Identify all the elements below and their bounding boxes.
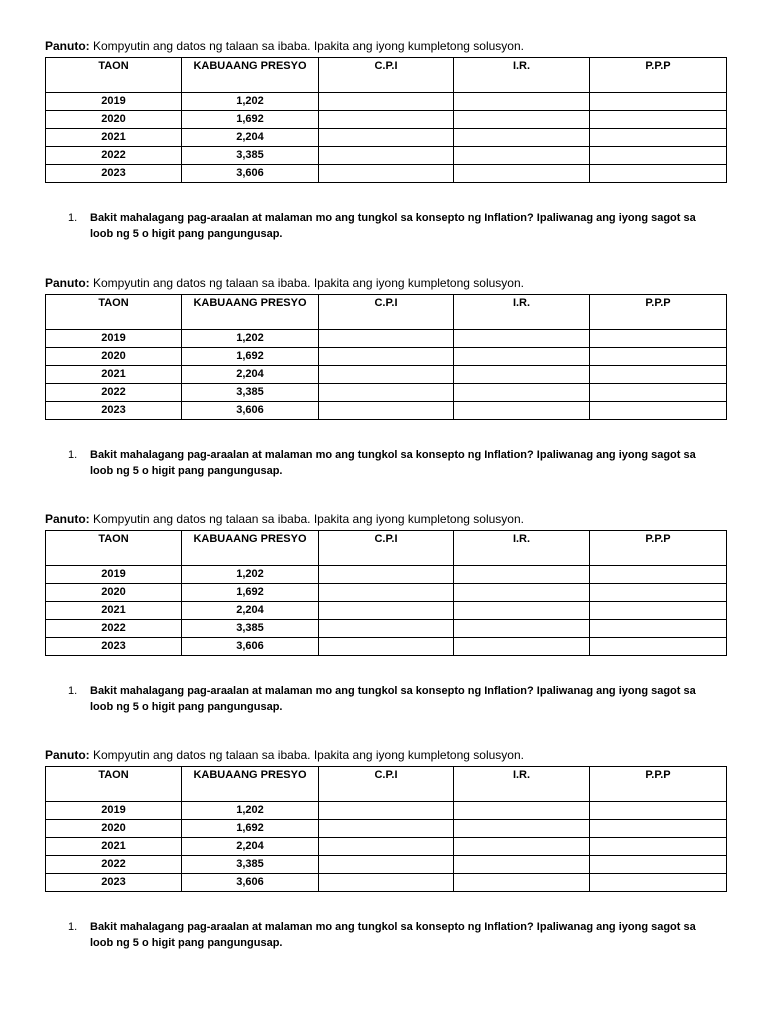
cell-ppp[interactable] [590, 402, 727, 420]
cell-cpi[interactable] [319, 147, 454, 165]
question-number: 1. [68, 449, 78, 461]
cell-year: 2020 [46, 820, 182, 838]
cell-total-price: 1,202 [182, 566, 319, 584]
cell-year: 2020 [46, 584, 182, 602]
cell-total-price: 3,385 [182, 384, 319, 402]
header-ir: I.R. [454, 58, 590, 93]
table-row [46, 93, 727, 111]
cell-year: 2023 [46, 874, 182, 892]
cell-total-price: 3,606 [182, 165, 319, 183]
instruction-label: Panuto: [45, 748, 90, 762]
cell-cpi[interactable] [319, 111, 454, 129]
cell-ppp[interactable] [590, 348, 727, 366]
header-ppp: P.P.P [590, 295, 727, 330]
cell-total-price: 3,606 [182, 638, 319, 656]
cell-cpi[interactable] [319, 402, 454, 420]
instruction-line [45, 748, 524, 762]
cell-year: 2021 [46, 838, 182, 856]
question-text: Bakit mahalagang pag-araalan at malaman mo ang tungkol sa konsepto ng Inflation? Ipaliwanag ang iyong sagot sa loob ng 5 o higit pang pangungusap. [90, 685, 696, 713]
question-number: 1. [68, 212, 78, 224]
cell-ppp[interactable] [590, 638, 727, 656]
table-row [46, 330, 727, 348]
cell-cpi[interactable] [319, 620, 454, 638]
cell-total-price: 2,204 [182, 838, 319, 856]
price-table [45, 57, 727, 183]
cell-ppp[interactable] [590, 566, 727, 584]
cell-ppp[interactable] [590, 856, 727, 874]
table-header-row [46, 295, 727, 330]
price-table [45, 766, 727, 892]
cell-ppp[interactable] [590, 802, 727, 820]
cell-total-price: 1,202 [182, 802, 319, 820]
cell-cpi[interactable] [319, 348, 454, 366]
cell-year: 2021 [46, 129, 182, 147]
price-table [45, 294, 727, 420]
header-cpi: C.P.I [319, 295, 454, 330]
cell-ir[interactable] [454, 384, 590, 402]
price-table [45, 530, 727, 656]
cell-cpi[interactable] [319, 874, 454, 892]
cell-year: 2023 [46, 165, 182, 183]
header-ppp: P.P.P [590, 531, 727, 566]
header-ir: I.R. [454, 295, 590, 330]
cell-ppp[interactable] [590, 584, 727, 602]
question-text: Bakit mahalagang pag-araalan at malaman mo ang tungkol sa konsepto ng Inflation? Ipaliwanag ang iyong sagot sa loob ng 5 o higit pang pangungusap. [90, 212, 696, 240]
cell-ppp[interactable] [590, 838, 727, 856]
instruction-label: Panuto: [45, 276, 90, 290]
cell-year: 2022 [46, 147, 182, 165]
instruction-label: Panuto: [45, 39, 90, 53]
instruction-label: Panuto: [45, 512, 90, 526]
header-cpi: C.P.I [319, 531, 454, 566]
instruction-text: Kompyutin ang datos ng talaan sa ibaba. Ipakita ang iyong kumpletong solusyon. [89, 512, 524, 526]
cell-year: 2019 [46, 93, 182, 111]
cell-total-price: 3,385 [182, 856, 319, 874]
question-text: Bakit mahalagang pag-araalan at malaman mo ang tungkol sa konsepto ng Inflation? Ipaliwanag ang iyong sagot sa loob ng 5 o higit pang pangungusap. [90, 921, 696, 949]
cell-year: 2021 [46, 366, 182, 384]
header-ppp: P.P.P [590, 58, 727, 93]
cell-cpi[interactable] [319, 93, 454, 111]
table-row [46, 366, 727, 384]
cell-ir[interactable] [454, 838, 590, 856]
table-row [46, 129, 727, 147]
table-row [46, 874, 727, 892]
table-row [46, 566, 727, 584]
instruction-line [45, 276, 524, 290]
cell-ppp[interactable] [590, 366, 727, 384]
cell-ir[interactable] [454, 147, 590, 165]
cell-ppp[interactable] [590, 602, 727, 620]
cell-year: 2020 [46, 111, 182, 129]
cell-cpi[interactable] [319, 602, 454, 620]
cell-year: 2019 [46, 802, 182, 820]
cell-total-price: 1,692 [182, 348, 319, 366]
cell-ir[interactable] [454, 874, 590, 892]
header-cpi: C.P.I [319, 767, 454, 802]
question-text: Bakit mahalagang pag-araalan at malaman mo ang tungkol sa konsepto ng Inflation? Ipaliwanag ang iyong sagot sa loob ng 5 o higit pang pangungusap. [90, 449, 696, 477]
cell-ir[interactable] [454, 602, 590, 620]
cell-total-price: 1,202 [182, 93, 319, 111]
cell-total-price: 2,204 [182, 129, 319, 147]
cell-ir[interactable] [454, 348, 590, 366]
cell-total-price: 3,385 [182, 147, 319, 165]
cell-ir[interactable] [454, 93, 590, 111]
cell-ir[interactable] [454, 402, 590, 420]
cell-year: 2023 [46, 638, 182, 656]
cell-cpi[interactable] [319, 330, 454, 348]
cell-total-price: 1,202 [182, 330, 319, 348]
cell-ir[interactable] [454, 820, 590, 838]
table-header-row [46, 531, 727, 566]
table-header-row [46, 58, 727, 93]
question-number: 1. [68, 685, 78, 697]
cell-total-price: 3,606 [182, 874, 319, 892]
cell-ppp[interactable] [590, 93, 727, 111]
table-row [46, 802, 727, 820]
cell-ir[interactable] [454, 566, 590, 584]
cell-total-price: 1,692 [182, 584, 319, 602]
table-row [46, 348, 727, 366]
cell-cpi[interactable] [319, 638, 454, 656]
cell-cpi[interactable] [319, 856, 454, 874]
cell-total-price: 2,204 [182, 602, 319, 620]
cell-cpi[interactable] [319, 820, 454, 838]
cell-year: 2019 [46, 566, 182, 584]
cell-ir[interactable] [454, 856, 590, 874]
cell-total-price: 3,606 [182, 402, 319, 420]
instruction-line [45, 39, 524, 53]
table-row [46, 638, 727, 656]
cell-cpi[interactable] [319, 838, 454, 856]
header-ir: I.R. [454, 767, 590, 802]
header-taon: TAON [46, 295, 182, 330]
cell-year: 2022 [46, 620, 182, 638]
cell-total-price: 2,204 [182, 366, 319, 384]
table-header-row [46, 767, 727, 802]
cell-year: 2019 [46, 330, 182, 348]
table-row [46, 584, 727, 602]
cell-ppp[interactable] [590, 147, 727, 165]
cell-cpi[interactable] [319, 384, 454, 402]
header-taon: TAON [46, 531, 182, 566]
instruction-text: Kompyutin ang datos ng talaan sa ibaba. Ipakita ang iyong kumpletong solusyon. [89, 39, 524, 53]
cell-ppp[interactable] [590, 165, 727, 183]
cell-year: 2023 [46, 402, 182, 420]
cell-total-price: 3,385 [182, 620, 319, 638]
cell-ppp[interactable] [590, 129, 727, 147]
cell-ppp[interactable] [590, 874, 727, 892]
instruction-text: Kompyutin ang datos ng talaan sa ibaba. Ipakita ang iyong kumpletong solusyon. [89, 276, 524, 290]
table-row [46, 384, 727, 402]
table-row [46, 402, 727, 420]
question-number: 1. [68, 921, 78, 933]
cell-total-price: 1,692 [182, 820, 319, 838]
cell-ppp[interactable] [590, 111, 727, 129]
cell-year: 2022 [46, 856, 182, 874]
cell-ir[interactable] [454, 584, 590, 602]
table-row [46, 165, 727, 183]
table-row [46, 147, 727, 165]
cell-ppp[interactable] [590, 330, 727, 348]
cell-ir[interactable] [454, 129, 590, 147]
cell-cpi[interactable] [319, 566, 454, 584]
cell-ir[interactable] [454, 366, 590, 384]
cell-ppp[interactable] [590, 820, 727, 838]
header-cpi: C.P.I [319, 58, 454, 93]
table-row [46, 620, 727, 638]
header-ppp: P.P.P [590, 767, 727, 802]
cell-ppp[interactable] [590, 384, 727, 402]
cell-cpi[interactable] [319, 165, 454, 183]
cell-year: 2022 [46, 384, 182, 402]
cell-ir[interactable] [454, 620, 590, 638]
header-ir: I.R. [454, 531, 590, 566]
cell-ir[interactable] [454, 165, 590, 183]
cell-ppp[interactable] [590, 620, 727, 638]
header-taon: TAON [46, 767, 182, 802]
table-row [46, 602, 727, 620]
cell-cpi[interactable] [319, 584, 454, 602]
cell-cpi[interactable] [319, 802, 454, 820]
table-row [46, 856, 727, 874]
table-row [46, 838, 727, 856]
header-kabuaang-presyo: KABUAANG PRESYO [182, 58, 319, 93]
cell-ir[interactable] [454, 802, 590, 820]
cell-ir[interactable] [454, 330, 590, 348]
header-taon: TAON [46, 58, 182, 93]
instruction-text: Kompyutin ang datos ng talaan sa ibaba. Ipakita ang iyong kumpletong solusyon. [89, 748, 524, 762]
instruction-line [45, 512, 524, 526]
cell-ir[interactable] [454, 638, 590, 656]
table-row [46, 820, 727, 838]
cell-year: 2020 [46, 348, 182, 366]
cell-year: 2021 [46, 602, 182, 620]
cell-cpi[interactable] [319, 366, 454, 384]
header-kabuaang-presyo: KABUAANG PRESYO [182, 295, 319, 330]
cell-ir[interactable] [454, 111, 590, 129]
cell-cpi[interactable] [319, 129, 454, 147]
header-kabuaang-presyo: KABUAANG PRESYO [182, 531, 319, 566]
table-row [46, 111, 727, 129]
cell-total-price: 1,692 [182, 111, 319, 129]
header-kabuaang-presyo: KABUAANG PRESYO [182, 767, 319, 802]
